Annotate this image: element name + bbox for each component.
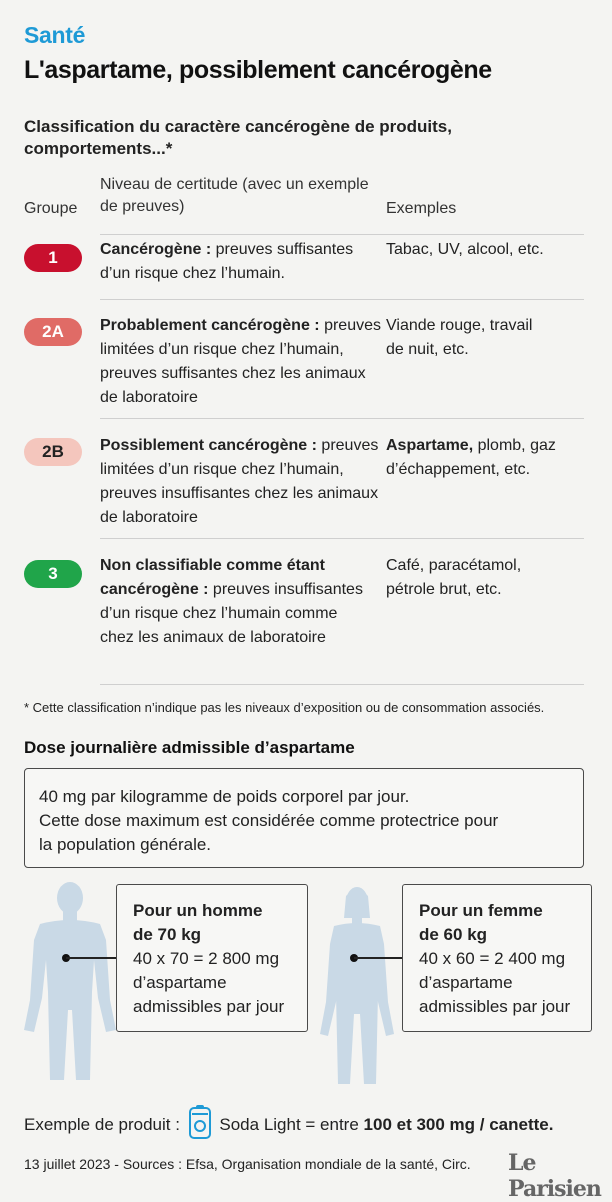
dose-line: 40 mg par kilogramme de poids corporel par jour. <box>39 787 410 806</box>
level-cell: Possiblement cancérogène : preuves limitées d’un risque chez l’humain, preuves insuffisantes chez les animaux de laboratoire <box>100 437 379 526</box>
woman-title: Pour un femme <box>419 901 543 920</box>
section-kicker: Santé <box>24 22 86 48</box>
woman-calc: 40 x 60 = 2 400 mg <box>419 949 566 968</box>
man-text: d’aspartame <box>133 973 227 992</box>
woman-silhouette-icon <box>312 884 402 1088</box>
product-name: Soda Light = entre <box>219 1115 359 1134</box>
examples-cell: Aspartame, plomb, gaz d’échappement, etc. <box>386 437 556 478</box>
header-examples: Exemples <box>386 200 457 217</box>
woman-dose-box <box>402 884 592 1032</box>
group-badge-3: 3 <box>24 560 82 588</box>
woman-text: admissibles par jour <box>419 997 571 1016</box>
pointer-line <box>354 957 404 959</box>
brand-logo: Le Parisien <box>508 1150 601 1202</box>
product-amount: 100 et 300 mg / canette. <box>363 1115 554 1134</box>
man-text: admissibles par jour <box>133 997 285 1016</box>
footnote: * Cette classification n’indique pas les niveaux d’exposition ou de consommation associés. <box>24 700 545 715</box>
group-badge-2a: 2A <box>24 318 82 346</box>
man-dose-box <box>116 884 308 1032</box>
dose-line: Cette dose maximum est considérée comme protectrice pour <box>39 811 499 830</box>
dose-title: Dose journalière admissible d’aspartame <box>24 738 355 757</box>
group-badge-1: 1 <box>24 244 82 272</box>
page-title: L'aspartame, possiblement cancérogène <box>24 56 492 84</box>
level-cell: Non classifiable comme étant cancérogène : preuves insuffisantes d’un risque chez l’humain comme chez les animaux de laboratoire <box>100 557 363 646</box>
product-label: Exemple de produit : <box>24 1115 180 1134</box>
pointer-line <box>66 957 116 959</box>
examples-cell: Viande rouge, travail de nuit, etc. <box>386 317 533 358</box>
woman-weight: de 60 kg <box>419 925 488 944</box>
dose-line: la population générale. <box>39 835 212 854</box>
examples-cell: Tabac, UV, alcool, etc. <box>386 241 544 258</box>
level-cell: Probablement cancérogène : preuves limitées d’un risque chez l’humain, preuves suffisantes chez les animaux de laboratoire <box>100 317 381 406</box>
row-divider <box>100 234 584 235</box>
header-level: Niveau de certitude (avec un exemple de preuves) <box>100 176 369 215</box>
header-group: Groupe <box>24 200 78 217</box>
row-divider <box>100 418 584 419</box>
level-cell: Cancérogène : preuves suffisantes d’un risque chez l’humain. <box>100 241 354 282</box>
man-weight: de 70 kg <box>133 925 202 944</box>
row-divider <box>100 299 584 300</box>
man-silhouette-icon <box>14 880 126 1088</box>
row-divider <box>100 684 584 685</box>
product-example <box>24 1104 553 1140</box>
table-subtitle: Classification du caractère cancérogène de produits, comportements...* <box>24 117 452 158</box>
row-divider <box>100 538 584 539</box>
soda-can-icon <box>187 1104 213 1140</box>
man-title: Pour un homme <box>133 901 263 920</box>
woman-text: d’aspartame <box>419 973 513 992</box>
examples-cell: Café, paracétamol, pétrole brut, etc. <box>386 557 522 598</box>
group-badge-2b: 2B <box>24 438 82 466</box>
dose-box <box>24 768 584 868</box>
man-calc: 40 x 70 = 2 800 mg <box>133 949 280 968</box>
sources-footer: 13 juillet 2023 - Sources : Efsa, Organisation mondiale de la santé, Circ. <box>24 1156 471 1172</box>
